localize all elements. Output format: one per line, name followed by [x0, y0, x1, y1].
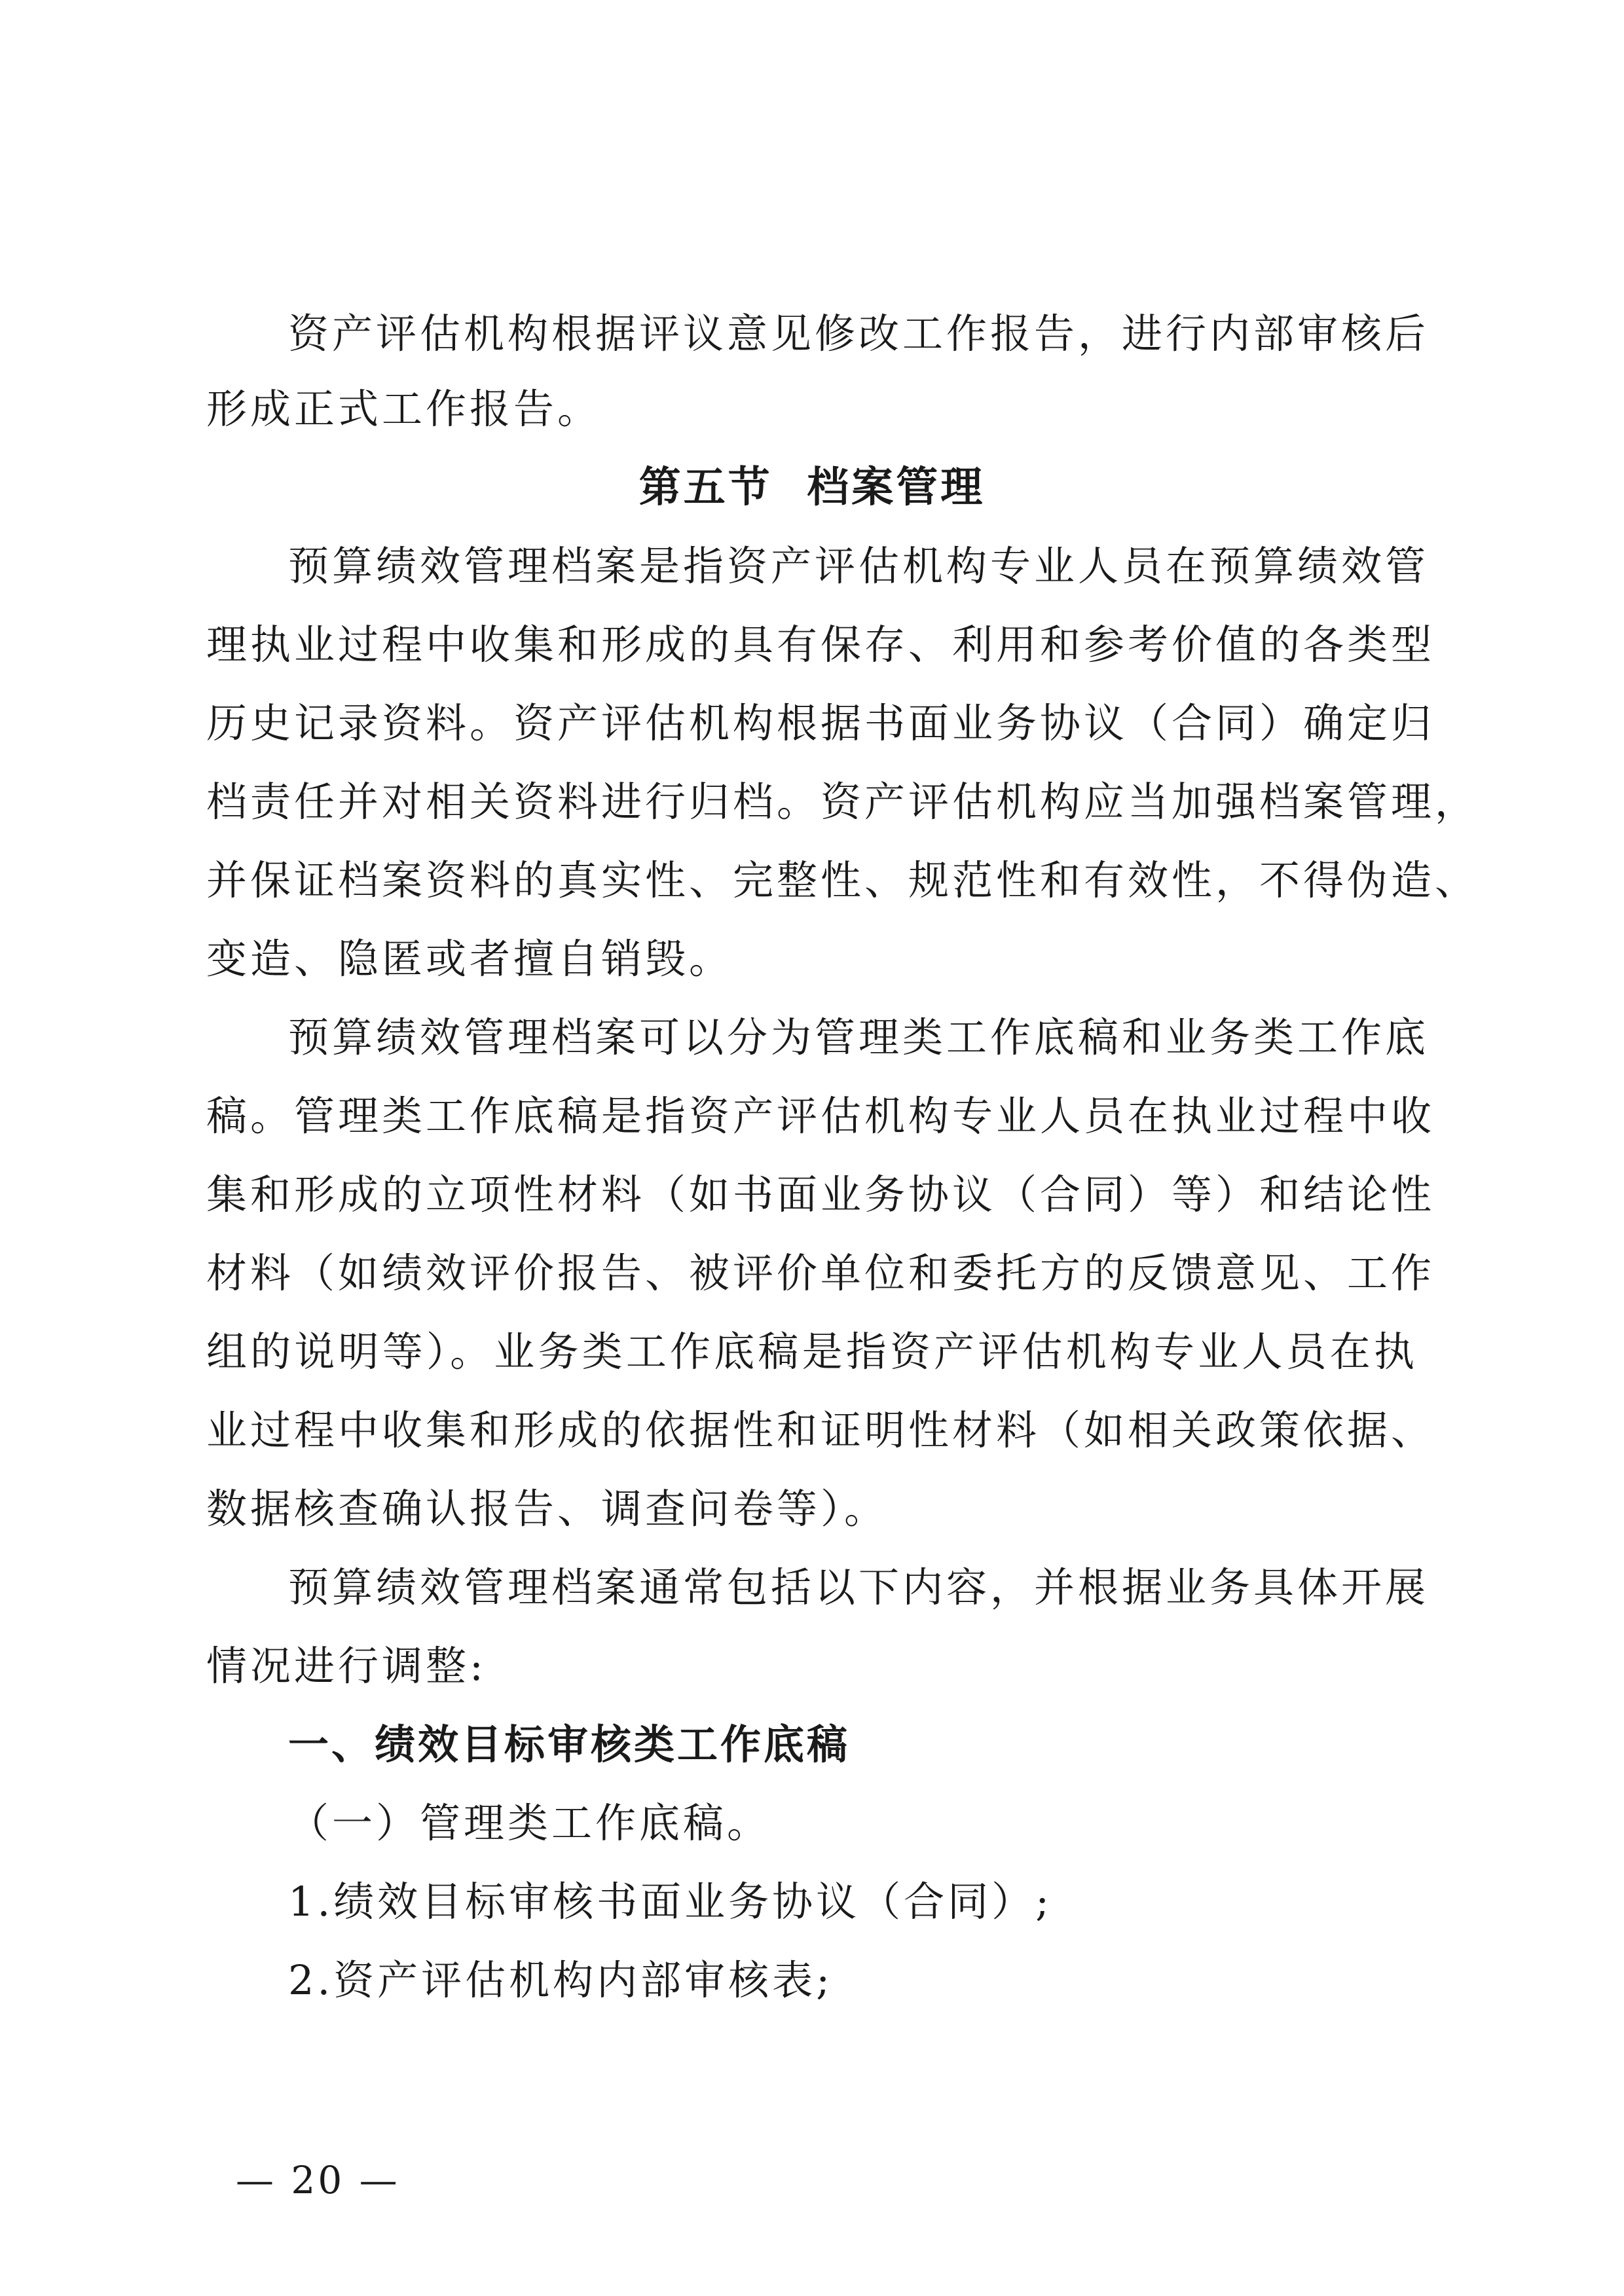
paragraph-2-line-1: 预算绩效管理档案是指资产评估机构专业人员在预算绩效管	[288, 542, 1430, 590]
paragraph-4-line-2: 情况进行调整:	[206, 1642, 487, 1690]
list-item: 2.资产评估机构内部审核表;	[288, 1956, 834, 2004]
paragraph-4-line-1: 预算绩效管理档案通常包括以下内容，并根据业务具体开展	[288, 1563, 1430, 1611]
subheading-performance-target-review: 一、绩效目标审核类工作底稿	[288, 1721, 851, 1768]
section-title: 第五节 档案管理	[638, 464, 986, 512]
paragraph-3-line-1: 预算绩效管理档案可以分为管理类工作底稿和业务类工作底	[288, 1013, 1430, 1061]
paragraph-2-line-4: 档责任并对相关资料进行归档。资产评估机构应当加强档案管理，	[206, 778, 1479, 826]
paragraph-2-line-5: 并保证档案资料的真实性、完整性、规范性和有效性，不得伪造、	[206, 856, 1479, 904]
paragraph-3-line-6: 业过程中收集和形成的依据性和证明性材料（如相关政策依据、	[206, 1406, 1435, 1454]
subheading-management-working-papers: （一）管理类工作底稿。	[288, 1799, 771, 1847]
paragraph-3-line-5: 组的说明等）。业务类工作底稿是指资产评估机构专业人员在执	[206, 1328, 1418, 1376]
paragraph-3-line-2: 稿。管理类工作底稿是指资产评估机构专业人员在执业过程中收	[206, 1092, 1435, 1140]
list-item: 1.绩效目标审核书面业务协议（合同）;	[288, 1878, 1053, 1925]
paragraph-3-line-4: 材料（如绩效评价报告、被评价单位和委托方的反馈意见、工作	[206, 1249, 1435, 1297]
paragraph-1-line-2: 形成正式工作报告。	[206, 385, 602, 433]
paragraph-2-line-2: 理执业过程中收集和形成的具有保存、利用和参考价值的各类型	[206, 621, 1435, 668]
page-number: — 20 —	[236, 2158, 400, 2202]
paragraph-3-line-7: 数据核查确认报告、调查问卷等）。	[206, 1485, 889, 1533]
paragraph-3-line-3: 集和形成的立项性材料（如书面业务协议（合同）等）和结论性	[206, 1171, 1435, 1218]
paragraph-1-line-1: 资产评估机构根据评议意见修改工作报告，进行内部审核后	[288, 310, 1430, 357]
paragraph-2-line-3: 历史记录资料。资产评估机构根据书面业务协议（合同）确定归	[206, 699, 1435, 747]
paragraph-2-line-6: 变造、隐匿或者擅自销毁。	[206, 935, 733, 983]
